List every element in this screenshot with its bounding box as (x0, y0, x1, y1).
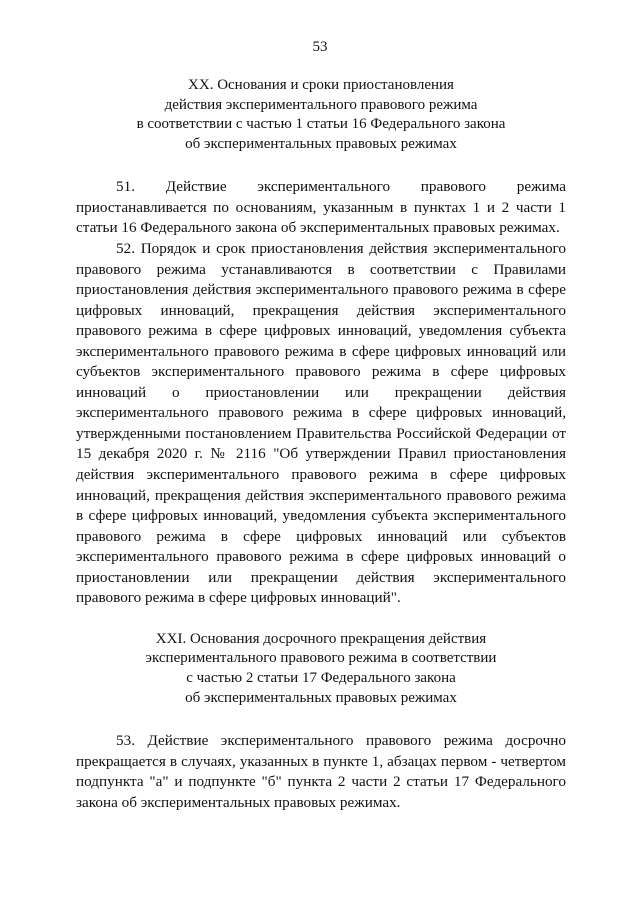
spacer (76, 708, 566, 731)
paragraph-51: 51. Действие экспериментального правового режима приостанавливается по основаниям, указанным в пунктах 1 и 2 части 1 статьи 16 Федерального закона об экспериментальных правовых режимах. (76, 178, 566, 237)
heading-line: с частью 2 статьи 17 Федерального закона (186, 670, 456, 687)
paragraph-53: 53. Действие экспериментального правового режима досрочно прекращается в случаях, указанных в пункте 1, абзацах первом - четвертом подпункта "а" и подпункте "б" пункта 2 части 2 статьи 17 Федерального закона об экспериментальных правовых режимах. (76, 732, 566, 811)
heading-line: об экспериментальных правовых режимах (185, 689, 457, 706)
spacer (76, 154, 566, 177)
heading-line: об экспериментальных правовых режимах (185, 135, 457, 152)
heading-line: действия экспериментального правового режима (164, 96, 478, 113)
heading-line: экспериментального правового режима в соответствии (145, 650, 497, 667)
page-number: 53 (312, 39, 328, 55)
spacer (76, 609, 566, 630)
document-body (76, 76, 566, 813)
heading-line: в соответствии с частью 1 статьи 16 Федерального закона (136, 116, 506, 133)
paragraph-52: 52. Порядок и срок приостановления действия экспериментального правового режима устанавливаются в соответствии с Правилами приостановления действия экспериментального правового режима в сфере цифровых инноваций, прекращения действия экспериментального правового режима в сфере цифровых инноваций, уведомления субъекта экспериментального правового режима в сфере цифровых инноваций или субъектов экспериментального правового режима в сфере цифровых инноваций о приостановлении или прекращении действия экспериментального правового режима в сфере цифровых инноваций, утвержденными постановлением Правительства Российской Федерации от 15 декабря 2020 г. № 2116 "Об утверждении Правил приостановления действия экспериментального правового режима в сфере цифровых инноваций, прекращения действия экспериментального правового режима в сфере цифровых инноваций, уведомления субъекта экспериментального правового режима в сфере цифровых инноваций или субъектов экспериментального правового режима в сфере цифровых инноваций о приостановлении или прекращении действия экспериментального правового режима в сфере цифровых инноваций". (76, 240, 566, 607)
heading-line: XXI. Основания досрочного прекращения действия (155, 630, 487, 647)
section-20-heading (76, 76, 566, 154)
heading-line: XX. Основания и сроки приостановления (188, 77, 454, 93)
section-21-heading (76, 630, 566, 708)
